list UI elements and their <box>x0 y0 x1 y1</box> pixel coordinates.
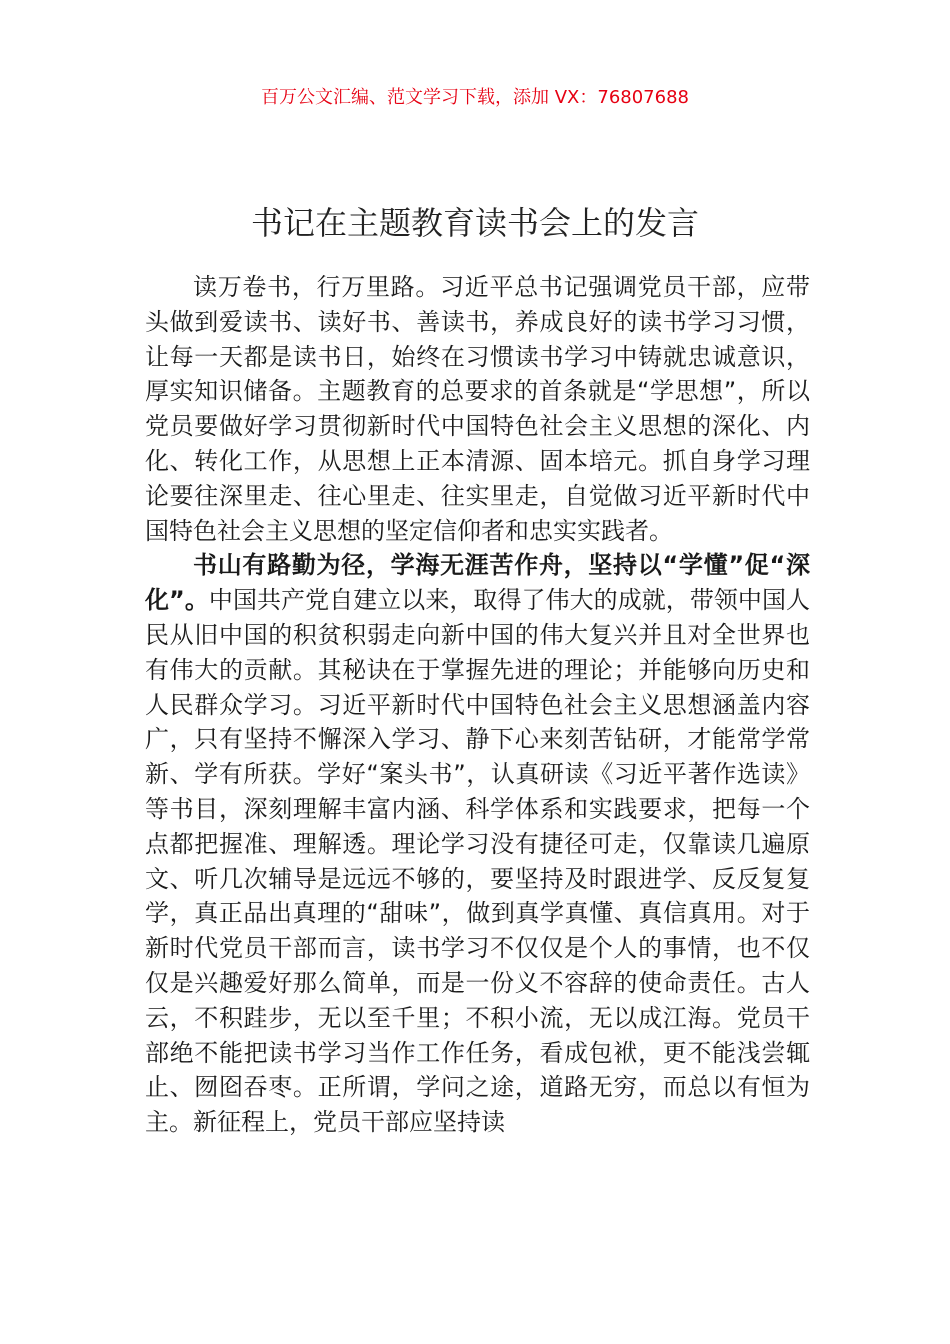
paragraph-2-lead: 书山有路勤为径，学海无涯苦作舟，坚持以“学懂”促“深化”。 <box>145 551 810 615</box>
document-body <box>145 270 810 1140</box>
paragraph-2 <box>145 548 810 1140</box>
paragraph-2-text: 中国共产党自建立以来，取得了伟大的成就，带领中国人民从旧中国的积贫积弱走向新中国的伟大复兴并且对全世界也有伟大的贡献。其秘诀在于掌握先进的理论；并能够向历史和人民群众学习。习近平新时代中国特色社会主义思想涵盖内容广，只有坚持不懈深入学习、静下心来刻苦钻研，才能常学常新、学有所获。学好“案头书”，认真研读《习近平著作选读》等书目，深刻理解丰富内涵、科学体系和实践要求，把每一个点都把握准、理解透。理论学习没有捷径可走，仅靠读几遍原文、听几次辅导是远远不够的，要坚持及时跟进学、反反复复学，真正品出真理的“甜味”，做到真学真懂、真信真用。对于新时代党员干部而言，读书学习不仅仅是个人的事情，也不仅仅是兴趣爱好那么简单，而是一份义不容辞的使命责任。古人云，不积跬步，无以至千里；不积小流，无以成江海。党员干部绝不能把读书学习当作工作任务，看成包袱，更不能浅尝辄止、囫囵吞枣。正所谓，学问之途，道路无穷，而总以有恒为主。新征程上，党员干部应坚持读 <box>145 586 811 1137</box>
paragraph-1: 读万卷书，行万里路。习近平总书记强调党员干部，应带头做到爱读书、读好书、善读书，养成良好的读书学习习惯，让每一天都是读书日，始终在习惯读书学习中铸就忠诚意识，厚实知识储备。主题教育的总要求的首条就是“学思想”，所以党员要做好学习贯彻新时代中国特色社会主义思想的深化、内化、转化工作，从思想上正本清源、固本培元。抓自身学习理论要往深里走、往心里走、往实里走，自觉做习近平新时代中国特色社会主义思想的坚定信仰者和忠实实践者。 <box>145 273 810 545</box>
document-title: 书记在主题教育读书会上的发言 <box>250 204 699 243</box>
header-note: 百万公文汇编、范文学习下载，添加 VX：76807688 <box>261 87 689 108</box>
